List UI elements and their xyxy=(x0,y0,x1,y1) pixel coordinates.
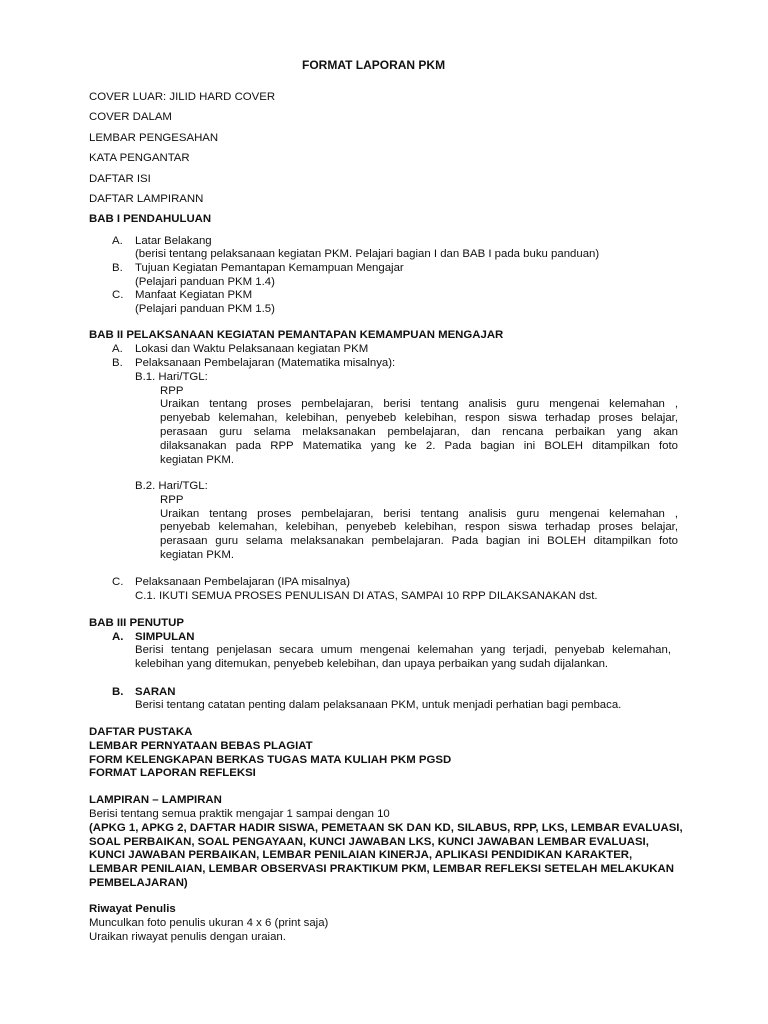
riwayat-heading: Riwayat Penulis xyxy=(89,903,176,915)
bab2-b1-line: perasaan guru selama melaksanakan pembelajaran, dan rencana perbaikan yang akan xyxy=(160,426,678,438)
bab2-b2-line: perasaan guru selama melaksanakan pembelajaran. Pada bagian ini BOLEH ditampilkan foto xyxy=(160,535,678,547)
bab3-item-b-label: SARAN xyxy=(135,686,176,698)
front-item-cover-dalam: COVER DALAM xyxy=(89,111,172,123)
bab2-c1-instruction: C.1. IKUTI SEMUA PROSES PENULISAN DI ATAS, SAMPAI 10 RPP DILAKSANAKAN dst. xyxy=(135,590,598,602)
bab1-item-a-note: (berisi tentang pelaksanaan kegiatan PKM. Pelajari bagian I dan BAB I pada buku panduan) xyxy=(135,248,600,260)
bab2-item-a-label: Lokasi dan Waktu Pelaksanaan kegiatan PKM xyxy=(135,343,369,355)
bab2-item-c-letter: C. xyxy=(112,576,124,588)
lampiran-list-line: SOAL PERBAIKAN, SOAL PENGAYAAN, KUNCI JAWABAN LKS, KUNCI JAWABAN LEMBAR EVALUASI, xyxy=(89,836,649,848)
front-item-cover-luar: COVER LUAR: JILID HARD COVER xyxy=(89,91,276,103)
front-item-daftar-isi: DAFTAR ISI xyxy=(89,173,151,185)
bab1-item-c-letter: C. xyxy=(112,289,124,301)
bab1-item-a-label: Latar Belakang xyxy=(135,235,212,247)
back-item-daftar-pustaka: DAFTAR PUSTAKA xyxy=(89,726,193,738)
back-item-format-refleksi: FORMAT LAPORAN REFLEKSI xyxy=(89,767,256,779)
bab2-b2-line: penyebab kelemahan, kelebihan, penyebeb kelebihan, respon siswa terhadap proses belajar, xyxy=(160,521,678,533)
bab2-b1-line: penyebab kelemahan, kelebihan, penyebeb kelebihan, respon siswa terhadap proses belajar, xyxy=(160,412,678,424)
bab3-item-a-letter: A. xyxy=(112,631,124,643)
bab1-item-b-label: Tujuan Kegiatan Pemantapan Kemampuan Mengajar xyxy=(135,262,404,274)
front-item-kata-pengantar: KATA PENGANTAR xyxy=(89,152,190,164)
bab2-item-b-label: Pelaksanaan Pembelajaran (Matematika misalnya): xyxy=(135,357,396,369)
bab2-b2-label: B.2. Hari/TGL: xyxy=(135,480,208,492)
bab3-simpulan-line: kelebihan yang ditemukan, penyebeb kelebihan, dan upaya perbaikan yang sudah dijalankan. xyxy=(135,658,609,670)
bab1-item-c-note: (Pelajari panduan PKM 1.5) xyxy=(135,303,275,315)
bab2-b1-line: dilaksanakan pada RPP Matematika yang ke 2. Pada bagian ini BOLEH ditampilkan foto xyxy=(160,440,678,452)
bab2-heading: BAB II PELAKSANAAN KEGIATAN PEMANTAPAN KEMAMPUAN MENGAJAR xyxy=(89,329,504,341)
page-title: FORMAT LAPORAN PKM xyxy=(302,58,446,72)
riwayat-line: Munculkan foto penulis ukuran 4 x 6 (print saja) xyxy=(89,917,329,929)
bab1-item-b-note: (Pelajari panduan PKM 1.4) xyxy=(135,276,275,288)
lampiran-list-line: PEMBELAJARAN) xyxy=(89,877,188,889)
bab3-simpulan-line: Berisi tentang penjelasan secara umum mengenai kelemahan yang terjadi, penyebab kelemahan, xyxy=(135,644,671,656)
front-item-lembar-pengesahan: LEMBAR PENGESAHAN xyxy=(89,132,219,144)
bab3-heading: BAB III PENUTUP xyxy=(89,617,184,629)
riwayat-line: Uraikan riwayat penulis dengan uraian. xyxy=(89,931,286,943)
lampiran-list-line: KUNCI JAWABAN PERBAIKAN, LEMBAR PENILAIAN KINERJA, APLIKASI PENDIDIKAN KARAKTER, xyxy=(89,849,633,861)
bab1-item-b-letter: B. xyxy=(112,262,123,274)
bab2-b1-label: B.1. Hari/TGL: xyxy=(135,371,208,383)
bab2-item-c-label: Pelaksanaan Pembelajaran (IPA misalnya) xyxy=(135,576,351,588)
back-item-form-kelengkapan: FORM KELENGKAPAN BERKAS TUGAS MATA KULIAH PKM PGSD xyxy=(89,754,452,766)
bab2-b2-line: Uraikan tentang proses pembelajaran, berisi tentang analisis guru mengenai kelemahan , xyxy=(160,508,678,520)
lampiran-intro: Berisi tentang semua praktik mengajar 1 sampai dengan 10 xyxy=(89,808,390,820)
bab1-item-c-label: Manfaat Kegiatan PKM xyxy=(135,289,253,301)
bab1-item-a-letter: A. xyxy=(112,235,123,247)
bab2-item-a-letter: A. xyxy=(112,343,123,355)
bab2-b2-line: kegiatan PKM. xyxy=(160,549,235,561)
bab2-b2-rpp: RPP xyxy=(160,494,184,506)
lampiran-heading: LAMPIRAN – LAMPIRAN xyxy=(89,794,222,806)
front-item-daftar-lampiran: DAFTAR LAMPIRANN xyxy=(89,193,204,205)
lampiran-list-line: LEMBAR PENILAIAN, LEMBAR OBSERVASI PRAKTIKUM PKM, LEMBAR REFLEKSI SETELAH MELAKUKAN xyxy=(89,863,674,875)
bab2-b1-line: kegiatan PKM. xyxy=(160,454,235,466)
bab2-b1-rpp: RPP xyxy=(160,385,184,397)
bab3-saran-line: Berisi tentang catatan penting dalam pelaksanaan PKM, untuk menjadi perhatian bagi pembaca. xyxy=(135,699,622,711)
back-item-pernyataan-plagiat: LEMBAR PERNYATAAN BEBAS PLAGIAT xyxy=(89,740,313,752)
bab1-heading: BAB I PENDAHULUAN xyxy=(89,213,212,225)
bab2-item-b-letter: B. xyxy=(112,357,123,369)
bab3-item-b-letter: B. xyxy=(112,686,124,698)
bab2-b1-line: Uraikan tentang proses pembelajaran, berisi tentang analisis guru mengenai kelemahan , xyxy=(160,398,678,410)
bab3-item-a-label: SIMPULAN xyxy=(135,631,195,643)
lampiran-list-line: (APKG 1, APKG 2, DAFTAR HADIR SISWA, PEMETAAN SK DAN KD, SILABUS, RPP, LKS, LEMBAR EVALUASI, xyxy=(89,822,683,834)
